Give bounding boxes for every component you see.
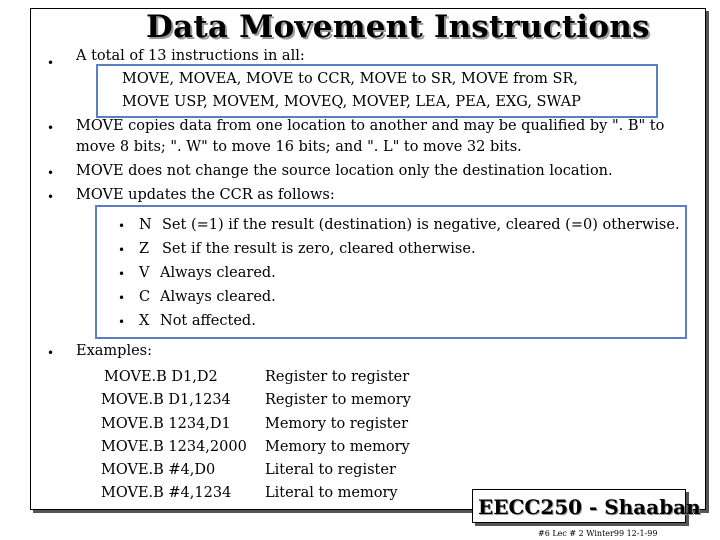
example-desc: Literal to memory bbox=[265, 485, 398, 501]
example-code: MOVE.B #4,D0 bbox=[101, 462, 216, 478]
example-desc: Register to memory bbox=[265, 392, 411, 408]
flag-desc-x: Not affected. bbox=[160, 313, 256, 329]
flag-bullet: • bbox=[118, 315, 126, 329]
flag-bullet: • bbox=[118, 243, 126, 257]
point-move-copies-line-1: MOVE copies data from one location to another and may be qualified by ". B" to bbox=[76, 118, 665, 134]
flag-bullet: • bbox=[118, 267, 126, 281]
example-code: MOVE.B #4,1234 bbox=[101, 485, 232, 501]
flag-desc-z: Set if the result is zero, cleared otherwise. bbox=[162, 241, 476, 257]
flag-letter-c: C bbox=[139, 289, 151, 305]
example-code: MOVE.B 1234,D1 bbox=[101, 416, 231, 432]
example-desc: Literal to register bbox=[265, 462, 396, 478]
point-ccr-updates: MOVE updates the CCR as follows: bbox=[76, 187, 335, 203]
instruction-list-line-1: MOVE, MOVEA, MOVE to CCR, MOVE to SR, MOVE from SR, bbox=[122, 71, 578, 87]
example-desc: Memory to register bbox=[265, 416, 409, 432]
flag-letter-v: V bbox=[139, 265, 150, 281]
slide-title: Data Movement Instructions bbox=[146, 9, 650, 45]
flag-bullet: • bbox=[118, 291, 126, 305]
examples-label: Examples: bbox=[76, 343, 152, 359]
flag-bullet: • bbox=[118, 219, 126, 233]
instruction-list-line-2: MOVE USP, MOVEM, MOVEQ, MOVEP, LEA, PEA, EXG, SWAP bbox=[122, 94, 581, 110]
example-code: MOVE.B D1,1234 bbox=[101, 392, 231, 408]
bullet-marker: • bbox=[47, 346, 55, 360]
bullet-marker: • bbox=[47, 166, 55, 180]
point-move-copies-line-2: move 8 bits; ". W" to move 16 bits; and ". L" to move 32 bits. bbox=[76, 139, 522, 155]
flag-letter-z: Z bbox=[139, 241, 150, 257]
flag-desc-v: Always cleared. bbox=[160, 265, 276, 281]
intro-line: A total of 13 instructions in all: bbox=[76, 48, 305, 64]
course-badge: EECC250 - Shaaban bbox=[478, 495, 701, 519]
flag-desc-c: Always cleared. bbox=[160, 289, 276, 305]
bullet-marker: • bbox=[47, 56, 55, 70]
flag-desc-n: Set (=1) if the result (destination) is negative, cleared (=0) otherwise. bbox=[162, 217, 680, 233]
flag-letter-x: X bbox=[139, 313, 150, 329]
example-code: MOVE.B 1234,2000 bbox=[101, 439, 247, 455]
point-source-unchanged: MOVE does not change the source location only the destination location. bbox=[76, 163, 613, 179]
bullet-marker: • bbox=[47, 121, 55, 135]
example-desc: Register to register bbox=[265, 369, 410, 385]
example-code: MOVE.B D1,D2 bbox=[104, 369, 218, 385]
bullet-marker: • bbox=[47, 190, 55, 204]
flag-letter-n: N bbox=[139, 217, 152, 233]
slide-footer: #6 Lec # 2 Winter99 12-1-99 bbox=[538, 529, 658, 538]
example-desc: Memory to memory bbox=[265, 439, 410, 455]
